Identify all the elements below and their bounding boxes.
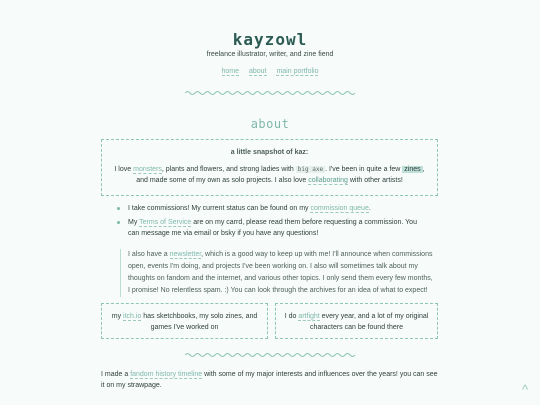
wave-divider-bottom — [185, 352, 355, 358]
nav-home[interactable]: home — [221, 68, 240, 75]
timeline-paragraph — [101, 369, 441, 391]
bullet-icon — [117, 221, 120, 224]
collaborating-link[interactable]: collaborating — [308, 177, 348, 184]
site-title: kayzowl — [232, 30, 308, 49]
nav — [0, 68, 540, 75]
snapshot-heading: a little snapshot of kaz: — [230, 149, 309, 156]
back-to-top-icon[interactable]: ^ — [522, 382, 529, 397]
zines-highlight: zines — [404, 166, 421, 173]
big-axe-code: big axe — [297, 166, 324, 173]
artfight-link[interactable]: artfight — [298, 313, 320, 320]
bullet-text: are on my carrd, please read them before requesting a commission. You can message me via email or bsky if you have any questions! — [128, 219, 417, 237]
nav-about[interactable]: about — [248, 68, 267, 75]
card-text: has sketchbooks, my solo zines, and games I've worked on — [141, 313, 258, 331]
newsletter-text: I also have a — [128, 251, 170, 258]
card-text: my — [111, 313, 124, 320]
snapshot-text: . I've been in quite a few — [325, 166, 403, 173]
snapshot-text: , plants and flowers, and strong ladies with — [161, 166, 296, 173]
tagline: freelance illustrator, writer, and zine fiend — [206, 51, 334, 58]
bullet-text: My — [128, 219, 140, 226]
newsletter-link[interactable]: newsletter — [169, 251, 202, 258]
newsletter-quote — [120, 249, 436, 297]
itchio-link[interactable]: itch.io — [123, 313, 142, 320]
snapshot-text: I love — [114, 166, 134, 173]
snapshot-box — [101, 139, 438, 196]
bullet-icon — [117, 207, 120, 210]
newsletter-text: , which is a good way to keep up with me! I'll announce when commissions open, events I'm doing, and projects I've been working on. I also will sometimes talk about my thoughts on fandom and the internet, and various other topics. I only send them every few months, I promise! No relentless spam. :) You can look through the archives for an idea of what to expect! — [128, 251, 433, 294]
snapshot-text: , and made some of my own as solo projects. I also love — [136, 166, 425, 184]
card-text: I do — [284, 313, 299, 320]
itchio-card — [101, 303, 268, 339]
artfight-card — [275, 303, 438, 339]
commission-queue-link[interactable]: commission queue — [310, 205, 369, 212]
list-item — [117, 203, 427, 214]
info-list — [117, 203, 427, 242]
card-text: every year, and a lot of my original characters can be found there — [309, 313, 429, 331]
snapshot-text: with other artists! — [347, 177, 403, 184]
fandom-history-timeline-link[interactable]: fandom history timeline — [130, 371, 203, 378]
terms-of-service-link[interactable]: Terms of Service — [139, 219, 192, 226]
nav-main-portfolio[interactable]: main portfolio — [276, 68, 319, 75]
section-title: about — [250, 117, 290, 131]
timeline-text: with some of my major interests and influences over the years! you can see it on my strawpage. — [101, 371, 438, 389]
wave-divider-top — [185, 90, 355, 96]
bullet-text: I take commissions! My current status can be found on my — [128, 205, 311, 212]
list-item — [117, 217, 427, 239]
bullet-text: . — [368, 205, 371, 212]
timeline-text: I made a — [101, 371, 131, 378]
monsters-link[interactable]: monsters — [133, 166, 162, 173]
